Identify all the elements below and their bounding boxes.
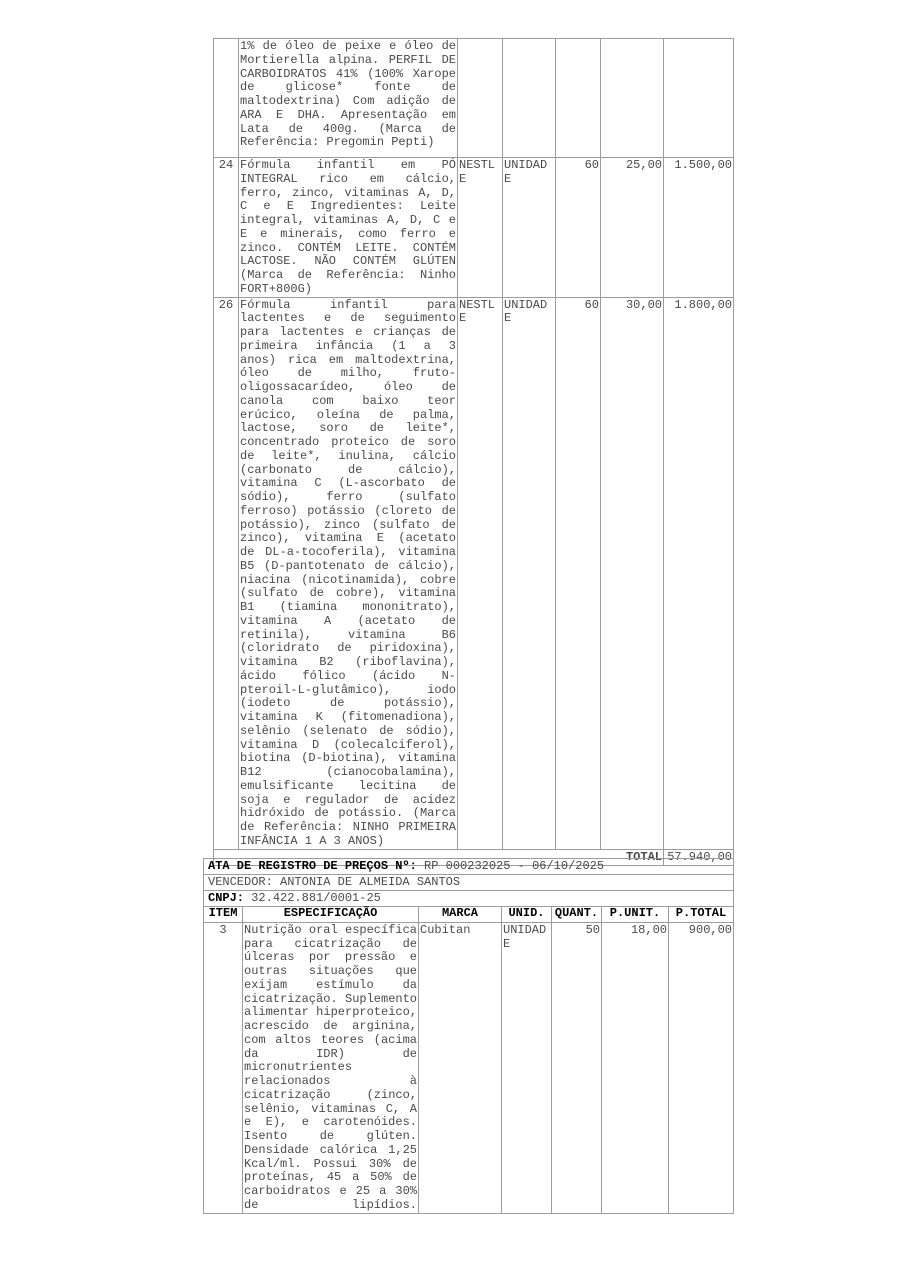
especificacao-cell: Nutrição oral específica para cicatrização de úlceras por pressão e outras situações que exijam estímulo da cicatrização. Suplemento alimentar hiperproteico, acrescido de arginina, com altos teores (acima da IDR) de micronutrientes relacionados à cicatrização (zinco, selênio, vitaminas C, A e E), e carotenóides. Isento de glúten. Densidade calórica 1,25 Kcal/ml. Possui 30% de proteínas, 45 a 50% de carboidratos e 25 a 30% de lipídios. bbox=[244, 922, 417, 1212]
unidade-cell: UNIDADE bbox=[503, 158, 556, 298]
quantidade-cell: 60 bbox=[556, 297, 601, 849]
especificacao-cell: Fórmula infantil em PÓ INTEGRAL rico em cálcio, ferro, zinco, vitaminas A, D, C e E Ingredientes: Leite integral, vitaminas A, D, C e E e minerais, como ferro e zinco. CONTÉM LEITE. CONTÉM LACTOSE. NÃO CONTÉM GLÚTEN (Marca de Referência: Ninho FORT+800G) bbox=[240, 158, 456, 296]
preco-total-cell: 1.500,00 bbox=[664, 158, 734, 298]
table-row-item-24 bbox=[214, 158, 734, 298]
preco-total-cell: 1.800,00 bbox=[664, 297, 734, 849]
vencedor-cell bbox=[204, 875, 734, 891]
preco-unitario-cell: 18,00 bbox=[602, 922, 669, 1213]
preco-unitario-cell bbox=[601, 39, 664, 158]
preco-total-cell bbox=[664, 39, 734, 158]
price-items-table-continuation bbox=[213, 38, 734, 866]
vencedor-row bbox=[204, 875, 734, 891]
quantidade-cell: 50 bbox=[552, 922, 602, 1213]
marca-cell: NESTLE bbox=[458, 297, 503, 849]
preco-unitario-cell: 25,00 bbox=[601, 158, 664, 298]
column-header-row bbox=[204, 906, 734, 922]
table-row-item-3 bbox=[204, 922, 734, 1213]
header-ptotal: P.TOTAL bbox=[669, 906, 734, 922]
unidade-cell: UNIDADE bbox=[502, 922, 552, 1213]
header-item: ITEM bbox=[204, 906, 243, 922]
ata-number-cell bbox=[204, 859, 734, 875]
cnpj-row bbox=[204, 890, 734, 906]
item-number-cell bbox=[214, 39, 239, 158]
cnpj-label: CNPJ: bbox=[208, 890, 245, 905]
item-number-cell: 24 bbox=[214, 158, 239, 298]
table-row-item-26 bbox=[214, 297, 734, 849]
header-punit: P.UNIT. bbox=[602, 906, 669, 922]
ata-label: ATA DE REGISTRO DE PREÇOS Nº: bbox=[208, 859, 417, 873]
preco-total-cell: 900,00 bbox=[669, 922, 734, 1213]
ata-header-row bbox=[204, 859, 734, 875]
marca-cell bbox=[458, 39, 503, 158]
unidade-cell: UNIDADE bbox=[503, 297, 556, 849]
total-value: 57.940,00 bbox=[664, 849, 734, 865]
cnpj-value: 32.422.881/0001-25 bbox=[251, 890, 381, 905]
marca-cell: NESTLE bbox=[458, 158, 503, 298]
header-unid: UNID. bbox=[502, 906, 552, 922]
header-quant: QUANT. bbox=[552, 906, 602, 922]
item-number-cell: 3 bbox=[204, 922, 243, 1213]
header-marca: MARCA bbox=[419, 906, 502, 922]
quantidade-cell bbox=[556, 39, 601, 158]
cnpj-cell bbox=[204, 890, 734, 906]
vencedor-label: VENCEDOR: bbox=[208, 875, 273, 889]
unidade-cell bbox=[503, 39, 556, 158]
ata-registro-precos-table bbox=[203, 858, 734, 1214]
quantidade-cell: 60 bbox=[556, 158, 601, 298]
item-number-cell: 26 bbox=[214, 297, 239, 849]
vencedor-value: ANTONIA DE ALMEIDA SANTOS bbox=[280, 875, 461, 889]
especificacao-cell: 1% de óleo de peixe e óleo de Mortierella alpina. PERFIL DE CARBOIDRATOS 41% (100% Xarope de glicose* fonte de maltodextrina) Com adição de ARA E DHA. Apresentação em Lata de 400g. (Marca de Referência: Pregomin Pepti) bbox=[239, 39, 458, 158]
total-label: TOTAL bbox=[214, 849, 664, 865]
header-especificacao: ESPECIFICAÇÃO bbox=[243, 906, 419, 922]
preco-unitario-cell: 30,00 bbox=[601, 297, 664, 849]
table-row-continuation bbox=[214, 39, 734, 158]
ata-value: RP 000232025 - 06/10/2025 bbox=[424, 859, 605, 873]
marca-cell: Cubitan bbox=[419, 922, 502, 1213]
especificacao-cell: Fórmula infantil para lactentes e de seguimento para lactentes e crianças de primeira infância (1 a 3 anos) rica em maltodextrina, óleo de milho, fruto-oligossacarídeo, óleo de canola com baixo teor erúcico, oleína de palma, lactose, soro de leite*, concentrado proteico de soro de leite*, inulina, cálcio (carbonato de cálcio), vitamina C (L-ascorbato de sódio), ferro (sulfato ferroso) potássio (cloreto de potássio), zinco (sulfato de zinco), vitamina E (acetato de DL-a-tocoferila), vitamina B5 (D-pantotenato de cálcio), niacina (nicotinamida), cobre (sulfato de cobre), vitamina B1 (tiamina mononitrato), vitamina A (acetato de retinila), vitamina B6 (cloridrato de piridoxina), vitamina B2 (riboflavina), ácido fólico (ácido N-pteroil-L-glutâmico), iodo (iodeto de potássio), vitamina K (fitomenadiona), selênio (selenato de sódio), vitamina D (colecalciferol), biotina (D-biotina), vitamina B12 (cianocobalamina), emulsificante lecitina de soja e regulador de acidez hidróxido de potássio. (Marca de Referência: NINHO PRIMEIRA INFÂNCIA 1 A 3 ANOS) bbox=[240, 297, 456, 848]
